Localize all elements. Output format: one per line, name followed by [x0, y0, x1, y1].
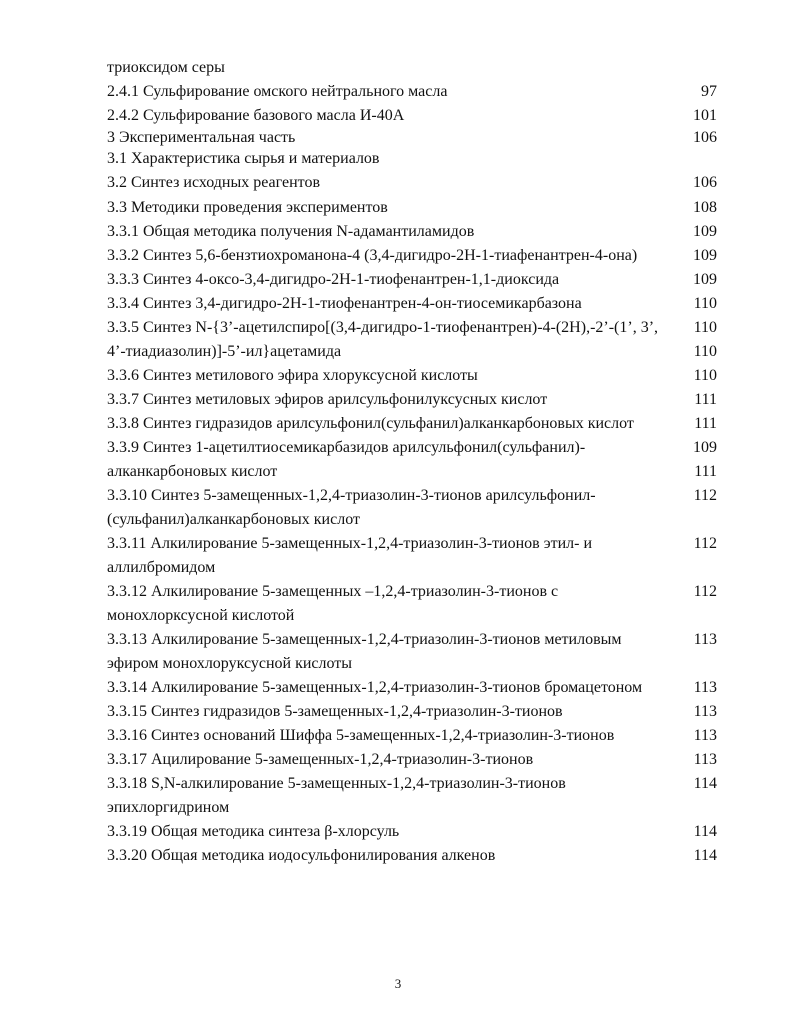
toc-entry [107, 532, 727, 580]
toc-entry-title: 3.3.5 Синтез N-{3’-ацетилспиро[(3,4-дигидро-1-тиофенантрен)-4-(2Н),-2’-(1’, 3’, 4’-тиадиазолин)]-5’-ил}ацетамида [107, 319, 659, 360]
toc-entry-page: 108 [693, 199, 717, 216]
page-number: 3 [394, 976, 402, 991]
toc-entry [107, 676, 727, 700]
toc-entry-page: 112 [693, 535, 717, 552]
toc-entry [107, 412, 727, 436]
toc-entry-title: 3.1 Характеристика сырья и материалов [107, 150, 380, 167]
toc-entry [107, 148, 727, 170]
toc-entry-page: 114 [693, 823, 717, 840]
toc-entry-title: 3.3.1 Общая методика получения N-адамантиламидов [107, 223, 475, 240]
toc-entry-page: 112 [693, 487, 717, 504]
toc-entry-page: 110 [693, 295, 717, 312]
toc-entry-page: 101 [693, 107, 717, 124]
toc-entry [107, 748, 727, 772]
toc-entry-title: 3.3.8 Синтез гидразидов арилсульфонил(сульфанил)алканкарбоновых кислот [107, 415, 634, 432]
toc-entry-page: 106 [693, 129, 717, 146]
toc-entry-page: 109 [693, 439, 717, 456]
toc-entry-title: 3.3.14 Алкилирование 5-замещенных-1,2,4-триазолин-3-тионов бромацетоном [107, 679, 643, 696]
toc-entry [107, 388, 727, 412]
toc-entry-title: 3.3.2 Синтез 5,6-бензтиохроманона-4 (3,4-дигидро-2Н-1-тиафенантрен-4-она) [107, 247, 638, 264]
toc-entry-page: 109 [693, 223, 717, 240]
toc-entry-page: 111 [694, 415, 717, 432]
toc-entry-page: 114 [693, 775, 717, 792]
toc-entry [107, 316, 727, 364]
toc-entry-title: 3.3.20 Общая методика иодосульфонилирования алкенов [107, 847, 496, 864]
toc-entry [107, 484, 727, 532]
toc-entry [107, 364, 727, 388]
toc-entry [107, 580, 727, 628]
toc-entry-page: 106 [693, 174, 717, 191]
toc-entry [107, 628, 727, 676]
toc-entry-title: 3.3.9 Синтез 1-ацетилтиосемикарбазидов арилсульфонил(сульфанил)-алканкарбоновых кислот [107, 439, 586, 480]
toc-entry-page: 109 [693, 247, 717, 264]
toc-entry [107, 700, 727, 724]
toc-entry [107, 292, 727, 316]
toc-entry-page: 97 [701, 83, 717, 100]
toc-entry [107, 436, 727, 484]
toc-entry-title: 3 Экспериментальная часть [107, 129, 296, 146]
toc-entry [107, 80, 727, 104]
toc-entry-title: 3.3 Методики проведения экспериментов [107, 199, 388, 216]
toc-entry-title: 3.3.7 Синтез метиловых эфиров арилсульфонилуксусных кислот [107, 391, 548, 408]
toc-entry-page: 110 [693, 319, 717, 336]
toc-entry-title: 3.3.12 Алкилирование 5-замещенных –1,2,4-триазолин-3-тионов с монохлорксусной кислотой [107, 583, 559, 624]
toc-entry-page: 113 [693, 679, 717, 696]
toc-entry [107, 724, 727, 748]
toc-entry [107, 104, 727, 128]
toc-entry-title: 3.3.16 Синтез оснований Шиффа 5-замещенных-1,2,4-триазолин-3-тионов [107, 727, 615, 744]
toc-entry-page: 109 [693, 271, 717, 288]
toc-entry [107, 772, 727, 820]
toc-entry-page: 114 [693, 847, 717, 864]
toc-entry-page: 112 [693, 583, 717, 600]
toc-entry [107, 244, 727, 268]
toc-entry [107, 268, 727, 292]
toc-entry-title: 3.3.4 Синтез 3,4-дигидро-2Н-1-тиофенантрен-4-он-тиосемикарбазона [107, 295, 582, 312]
toc-entry [107, 56, 727, 80]
toc-entry-page-continued: 110 [693, 343, 717, 360]
toc-entry-page: 110 [693, 367, 717, 384]
toc-entry-page: 113 [693, 631, 717, 648]
toc-entry-page: 113 [693, 751, 717, 768]
toc-entry-title: триоксидом серы [107, 59, 225, 76]
toc-entry-title: 2.4.2 Сульфирование базового масла И-40А [107, 107, 405, 124]
toc-entry-title: 3.3.15 Синтез гидразидов 5-замещенных-1,2,4-триазолин-3-тионов [107, 703, 563, 720]
toc-entry-title: 3.3.18 S,N-алкилирование 5-замещенных-1,2,4-триазолин-3-тионов эпихлоргидрином [107, 775, 566, 816]
toc-entry-page-continued: 111 [694, 463, 717, 480]
toc-entry-title: 3.3.10 Синтез 5-замещенных-1,2,4-триазолин-3-тионов арилсульфонил-(сульфанил)алканкарбоновых кислот [107, 487, 596, 528]
toc-entry-title: 3.3.13 Алкилирование 5-замещенных-1,2,4-триазолин-3-тионов метиловым эфиром монохлоруксусной кислоты [107, 631, 622, 672]
toc-entry-title: 3.3.11 Алкилирование 5-замещенных-1,2,4-триазолин-3-тионов этил- и аллилбромидом [107, 535, 593, 576]
toc-entry-page: 113 [693, 727, 717, 744]
toc-entry [107, 220, 727, 244]
toc-entry-title: 3.3.17 Ацилирование 5-замещенных-1,2,4-триазолин-3-тионов [107, 751, 534, 768]
toc-entry-page: 111 [694, 391, 717, 408]
toc-entry-page: 113 [693, 703, 717, 720]
toc-entry-title: 3.2 Синтез исходных реагентов [107, 174, 320, 191]
toc-entry-title: 3.3.19 Общая методика синтеза β-хлорсуль [107, 823, 400, 840]
toc-entry-title: 3.3.6 Синтез метилового эфира хлоруксусной кислоты [107, 367, 478, 384]
toc-entry-title: 2.4.1 Сульфирование омского нейтрального масла [107, 83, 448, 100]
toc-entry-title: 3.3.3 Синтез 4-оксо-3,4-дигидро-2Н-1-тиофенантрен-1,1-диоксида [107, 271, 560, 288]
toc-entry [107, 170, 727, 196]
table-of-contents [107, 56, 727, 868]
toc-entry [107, 844, 727, 868]
toc-entry [107, 196, 727, 220]
toc-entry [107, 128, 727, 148]
toc-entry [107, 820, 727, 844]
